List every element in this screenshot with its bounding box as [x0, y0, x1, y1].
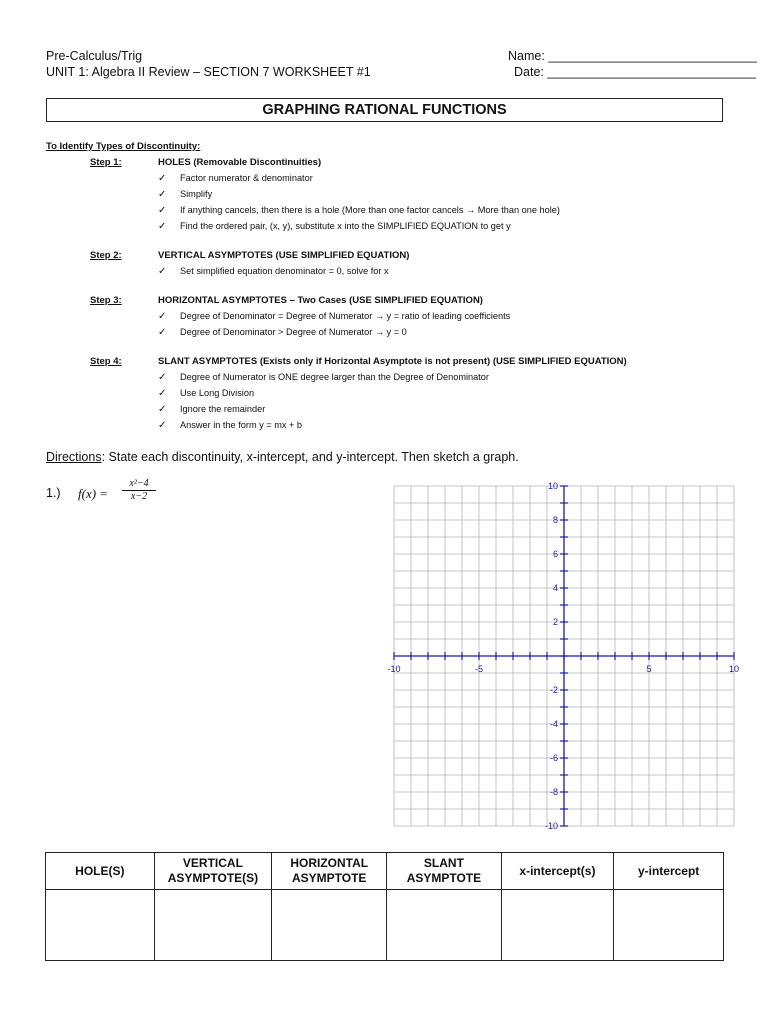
y-tick-label: -8 — [549, 787, 558, 797]
table-answer-row — [46, 890, 724, 961]
check-icon: ✓ — [158, 221, 167, 232]
header-holes: HOLE(S) — [46, 853, 155, 890]
header-y-intercept: y-intercept — [614, 853, 724, 890]
y-tick-label: -2 — [549, 685, 558, 695]
x-tick-label: 10 — [728, 664, 740, 674]
check-icon: ✓ — [158, 189, 167, 200]
function-fraction — [122, 478, 156, 503]
header-slant-asymptote: SLANT ASYMPTOTE — [387, 853, 501, 890]
step-3-label: Step 3: — [90, 295, 122, 306]
fraction-denominator: x−2 — [130, 491, 148, 502]
check-icon: ✓ — [158, 388, 167, 399]
step-4-title: SLANT ASYMPTOTES (Exists only if Horizontal Asymptote is not present) (USE SIMPLIFIED EQUATION) — [158, 356, 627, 367]
step-4-item: ✓ Answer in the form y = mx + b — [158, 420, 303, 431]
fraction-numerator: x²−4 — [122, 478, 156, 491]
header-horizontal-asymptote: HORIZONTAL ASYMPTOTE — [272, 853, 387, 890]
check-icon: ✓ — [158, 311, 167, 322]
x-tick-label: -10 — [387, 664, 401, 674]
answer-cell-x-intercepts[interactable] — [501, 890, 614, 961]
directions-label: Directions — [46, 450, 102, 464]
answer-cell-y-intercept[interactable] — [614, 890, 724, 961]
step-4-item: ✓ Ignore the remainder — [158, 404, 266, 415]
header-x-intercepts: x-intercept(s) — [501, 853, 614, 890]
y-tick-label: 2 — [552, 617, 558, 627]
step-4-item: ✓ Degree of Numerator is ONE degree larger than the Degree of Denominator — [158, 372, 489, 383]
check-icon: ✓ — [158, 372, 167, 383]
worksheet-title: GRAPHING RATIONAL FUNCTIONS — [46, 98, 723, 122]
step-1-item: ✓ Factor numerator & denominator — [158, 173, 313, 184]
check-icon: ✓ — [158, 266, 167, 277]
discontinuity-heading: To Identify Types of Discontinuity: — [46, 141, 201, 152]
y-tick-label: 8 — [552, 515, 558, 525]
y-tick-label: 4 — [552, 583, 558, 593]
check-icon: ✓ — [158, 420, 167, 431]
header-vertical-asymptotes: VERTICAL ASYMPTOTE(S) — [154, 853, 272, 890]
answer-cell-slant-asymptote[interactable] — [387, 890, 501, 961]
name-blank: ______________________________ — [548, 49, 757, 63]
step-1-label: Step 1: — [90, 157, 122, 168]
check-icon: ✓ — [158, 205, 167, 216]
step-1-item: ✓ If anything cancels, then there is a hole (More than one factor cancels → More than one hole) — [158, 205, 560, 216]
step-2-label: Step 2: — [90, 250, 122, 261]
answer-cell-vertical-asymptotes[interactable] — [154, 890, 272, 961]
problem-number: 1.) — [46, 486, 61, 500]
directions-text: : State each discontinuity, x-intercept, and y-intercept. Then sketch a graph. — [101, 450, 519, 464]
table-header-row — [46, 853, 724, 890]
y-tick-label: -10 — [544, 821, 558, 831]
step-4-label: Step 4: — [90, 356, 122, 367]
course-name: Pre-Calculus/Trig — [46, 49, 143, 63]
step-3-title: HORIZONTAL ASYMPTOTES – Two Cases (USE SIMPLIFIED EQUATION) — [158, 295, 483, 306]
step-2-item: ✓ Set simplified equation denominator = 0, solve for x — [158, 266, 389, 277]
coordinate-grid[interactable] — [384, 480, 744, 842]
check-icon: ✓ — [158, 327, 167, 338]
step-1-item: ✓ Find the ordered pair, (x, y), substitute x into the SIMPLIFIED EQUATION to get y — [158, 221, 511, 232]
directions — [46, 450, 519, 464]
date-label: Date: — [514, 65, 544, 79]
x-tick-label: 5 — [646, 664, 652, 674]
step-4-item: ✓ Use Long Division — [158, 388, 255, 399]
y-tick-label: -4 — [549, 719, 558, 729]
step-3-item: ✓ Degree of Denominator > Degree of Numerator → y = 0 — [158, 327, 407, 338]
step-2-title: VERTICAL ASYMPTOTES (USE SIMPLIFIED EQUATION) — [158, 250, 410, 261]
date-field — [514, 64, 756, 80]
name-label: Name: — [508, 49, 545, 63]
y-tick-label: -6 — [549, 753, 558, 763]
answer-cell-horizontal-asymptote[interactable] — [272, 890, 387, 961]
x-tick-label: -5 — [474, 664, 484, 674]
date-blank: ______________________________ — [547, 65, 756, 79]
function-lhs: f(x) = — [78, 486, 109, 501]
name-field — [508, 48, 757, 64]
step-3-item: ✓ Degree of Denominator = Degree of Numerator → y = ratio of leading coefficients — [158, 311, 511, 322]
y-tick-label: 6 — [552, 549, 558, 559]
check-icon: ✓ — [158, 173, 167, 184]
unit-title: UNIT 1: Algebra II Review – SECTION 7 WORKSHEET #1 — [46, 65, 371, 79]
step-1-item: ✓ Simplify — [158, 189, 213, 200]
answer-table — [45, 852, 724, 961]
y-tick-label: 10 — [547, 481, 558, 491]
answer-cell-holes[interactable] — [46, 890, 155, 961]
step-1-title: HOLES (Removable Discontinuities) — [158, 157, 322, 168]
check-icon: ✓ — [158, 404, 167, 415]
